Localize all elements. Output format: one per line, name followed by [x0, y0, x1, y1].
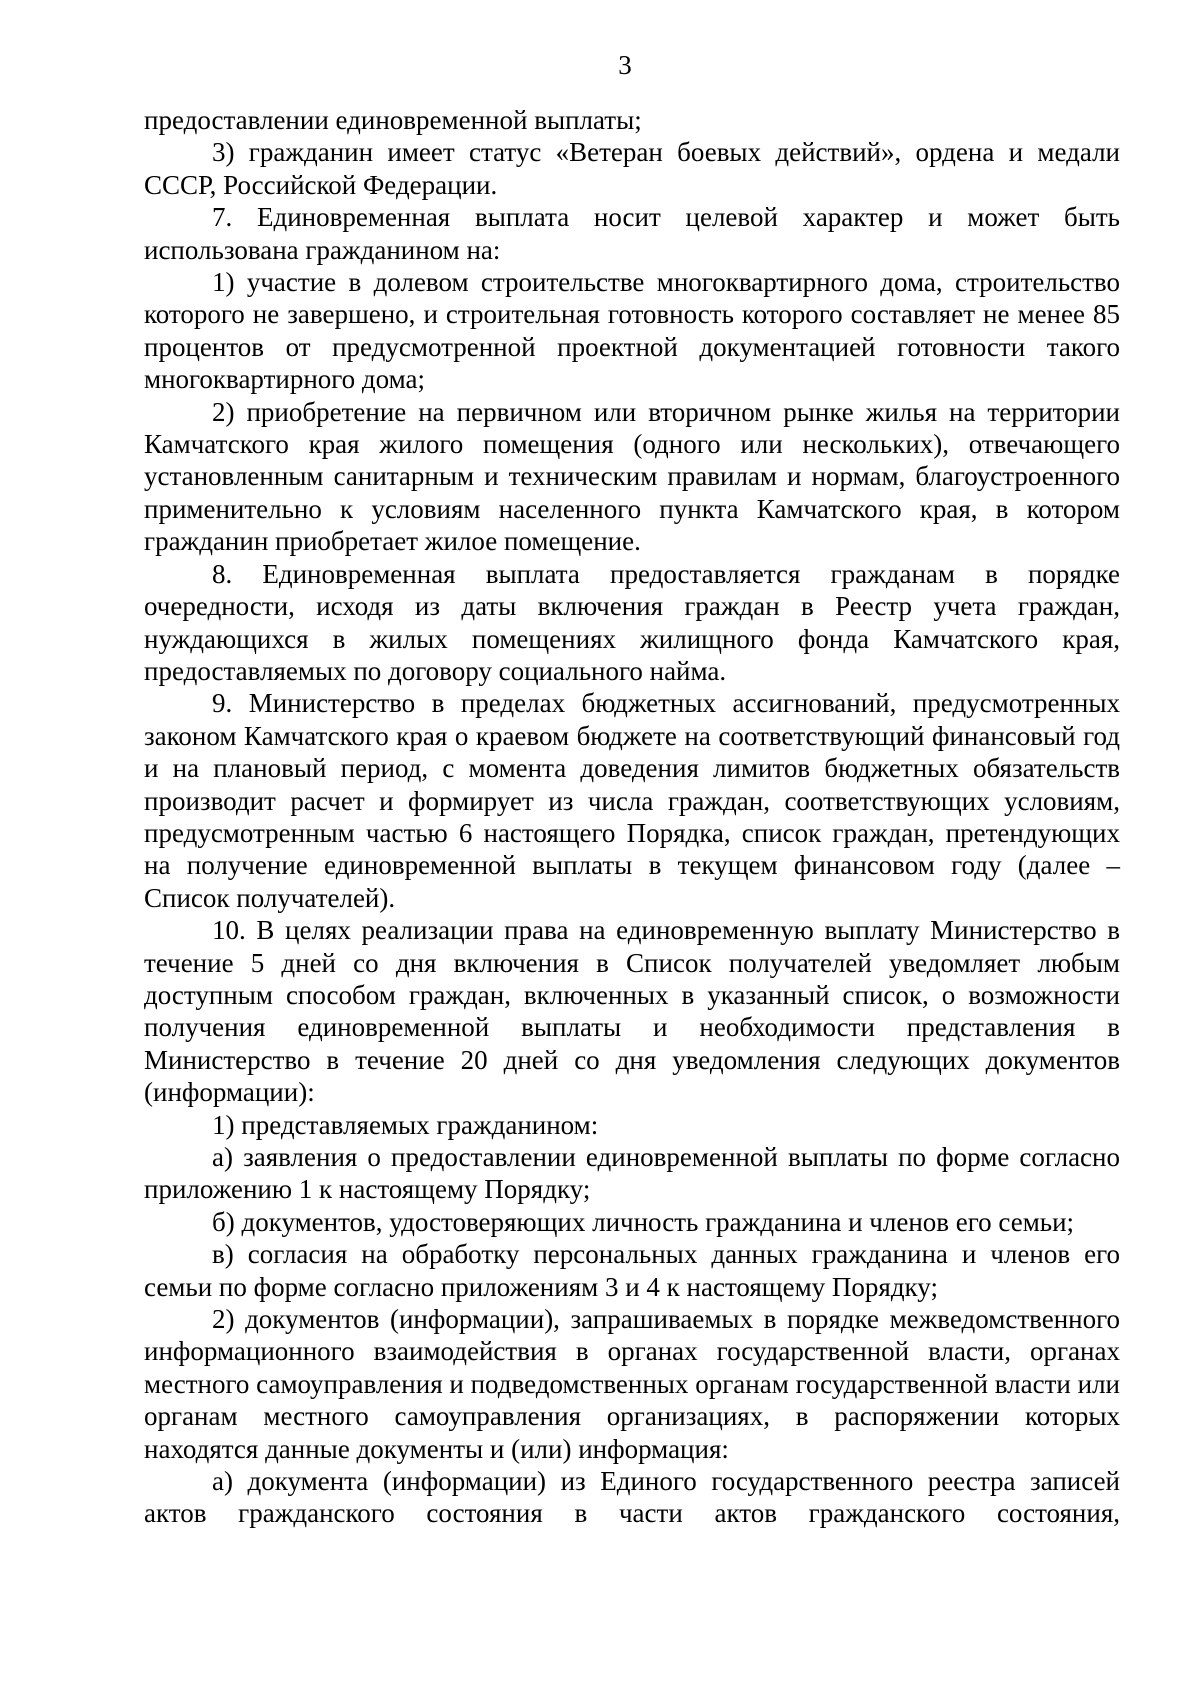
paragraph: предоставлении единовременной выплаты; — [144, 105, 642, 135]
paragraph: 1) участие в долевом строительстве многоквартирного дома, строительство которого не завершено, и строительная готовность которого составляет не менее 85 процентов от предусмотренной проектной документацией готовности такого многоквартирного дома; — [144, 267, 1120, 395]
paragraph: 9. Министерство в пределах бюджетных ассигнований, предусмотренных законом Камчатского края о краевом бюджете на соответствующий финансовый год и на плановый период, с момента доведения лимитов бюджетных обязательств производит расчет и формирует из числа граждан, соответствующих условиям, предусмотренным частью 6 настоящего Порядка, список граждан, претендующих на получение единовременной выплаты в текущем финансовом году (далее – Список получателей). — [144, 688, 1120, 913]
paragraph: 10. В целях реализации права на единовременную выплату Министерство в течение 5 дней со дня включения в Список получателей уведомляет любым доступным способом граждан, включенных в указанный список, о возможности получения единовременной выплаты и необходимости представления в Министерство в течение 20 дней со дня уведомления следующих документов (информации): — [144, 915, 1120, 1108]
paragraph: 2) приобретение на первичном или вторичном рынке жилья на территории Камчатского края жилого помещения (одного или нескольких), отвечающего установленным санитарным и техническим правилам и нормам, благоустроенного применительно к условиям населенного пункта Камчатского края, в котором гражданин приобретает жилое помещение. — [144, 396, 1120, 557]
paragraph: в) согласия на обработку персональных данных гражданина и членов его семьи по форме согласно приложениям 3 и 4 к настоящему Порядку; — [144, 1239, 1120, 1302]
page-number: 3 — [618, 50, 632, 80]
paragraph: 7. Единовременная выплата носит целевой характер и может быть использована гражданином на: — [144, 202, 1120, 265]
paragraph: 2) документов (информации), запрашиваемых в порядке межведомственного информационного взаимодействия в органах государственной власти, органах местного самоуправления и подведомственных органам государственной власти или органам местного самоуправления организациях, в распоряжении которых находятся данные документы и (или) информация: — [144, 1304, 1120, 1464]
paragraph: а) документа (информации) из Единого государственного реестра записей актов гражданского состояния в части актов гражданского состояния, — [144, 1466, 1120, 1529]
paragraph: 1) представляемых гражданином: — [212, 1109, 599, 1140]
paragraph: б) документов, удостоверяющих личность гражданина и членов его семьи; — [212, 1206, 1075, 1237]
paragraph: 8. Единовременная выплата предоставляется гражданам в порядке очередности, исходя из даты включения граждан в Реестр учета граждан, нуждающихся в жилых помещениях жилищного фонда Камчатского края, предоставляемых по договору социального найма. — [144, 558, 1120, 686]
paragraph: 3) гражданин имеет статус «Ветеран боевых действий», ордена и медали СССР, Российской Федерации. — [144, 137, 1120, 200]
paragraph: а) заявления о предоставлении единовременной выплаты по форме согласно приложению 1 к настоящему Порядку; — [144, 1142, 1120, 1205]
document-body — [144, 104, 1120, 1530]
